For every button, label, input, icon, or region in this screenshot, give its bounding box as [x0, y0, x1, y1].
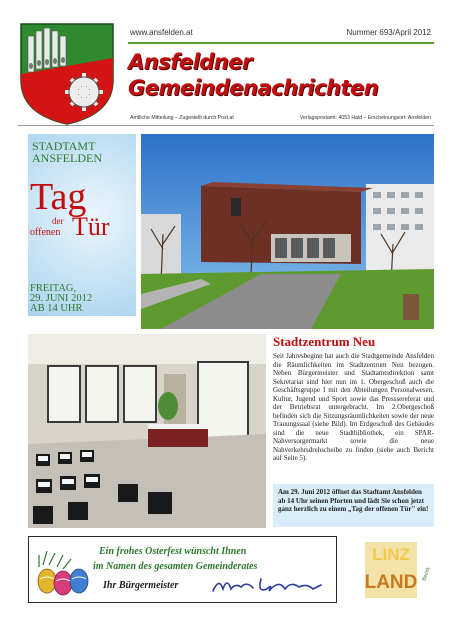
title-line-1: Ansfeldner	[128, 50, 252, 74]
header-divider	[128, 42, 434, 44]
delivery-note: Amtliche Mitteilung – Zugestellt durch Post.at	[130, 115, 234, 121]
easter-greeting-banner	[28, 536, 337, 603]
promo-date-line1: FREITAG,	[30, 283, 77, 294]
promo-office	[32, 140, 102, 164]
easter-line-2: im Namen des gesamten Gemeinderates	[93, 561, 258, 572]
svg-text:Bezirk: Bezirk	[421, 566, 432, 582]
open-day-promo	[28, 134, 136, 316]
promo-offenen: offenen	[30, 227, 61, 238]
promo-tuer: Tür	[72, 212, 110, 241]
promo-tag: Tag	[30, 176, 87, 218]
website-url[interactable]: www.ansfelden.at	[130, 28, 193, 37]
promo-date-line3: AB 14 UHR	[30, 303, 83, 314]
article-body: Seit Jahresbeginn hat auch die Stadtgemeinde Ansfelden die Räumlichkeiten im Stadtzentrum Neu bezogen. Neben Bürgermeister und Stadtamtsdirektion samt Sekretariat sind hier nun im 1. Obergeschoß auch die Geschäftsgruppe I mit den Abteilungen Personalwesen, Kultur, Jugend und Sport sowie das Presssereferat und der Betriebsrat untergebracht. Im 2.Obergeschoß befinden sich die Sitzungsräumlichkeiten sowie der neue Trauungssaal (siehe Bild). Im Erdgeschoß des Gebäudes sind die neue Stadtbibliothek, ein SPAR-Nahversorgermarkt sowie die neue Nahverkehrsdrehscheibe zu finden (siehe auch Bericht auf Seite 5).	[273, 352, 434, 462]
promo-date-line2: 29. JUNI 2012	[30, 293, 93, 304]
easter-line-1: Ein frohes Osterfest wünscht Ihnen	[99, 546, 247, 557]
easter-eggs-icon	[33, 541, 93, 599]
town-center-photo	[141, 134, 434, 329]
issue-number: Nummer 693/April 2012	[346, 28, 431, 37]
easter-line-3: Ihr Bürgermeister	[103, 580, 179, 591]
article-highlight-box: Am 29. Juni 2012 öffnet das Stadtamt Ansfelden ab 14 Uhr seinen Pforten und lädt Sie schon jetzt ganz herzlich zu einem „Tag der offenen Tür" ein!	[273, 484, 434, 527]
publisher-note: Verlagspostamt: 4053 Haid – Erscheinungsort: Ansfelden	[299, 115, 431, 121]
svg-text:LAND: LAND	[364, 572, 418, 593]
header-rule	[18, 125, 434, 126]
svg-text:LINZ: LINZ	[372, 545, 410, 564]
title-line-2: Gemeindenachrichten	[128, 76, 379, 100]
mayor-signature	[209, 573, 329, 599]
promo-office-line1: STADTAMT	[32, 139, 96, 153]
masthead-title	[128, 49, 434, 107]
promo-der: der	[52, 216, 64, 226]
wedding-hall-photo	[28, 334, 266, 528]
linz-land-logo	[347, 536, 435, 603]
coat-of-arms-logo	[18, 22, 116, 126]
article-title: Stadtzentrum Neu	[273, 334, 376, 349]
promo-date	[30, 284, 92, 314]
promo-office-line2: ANSFELDEN	[32, 151, 103, 165]
